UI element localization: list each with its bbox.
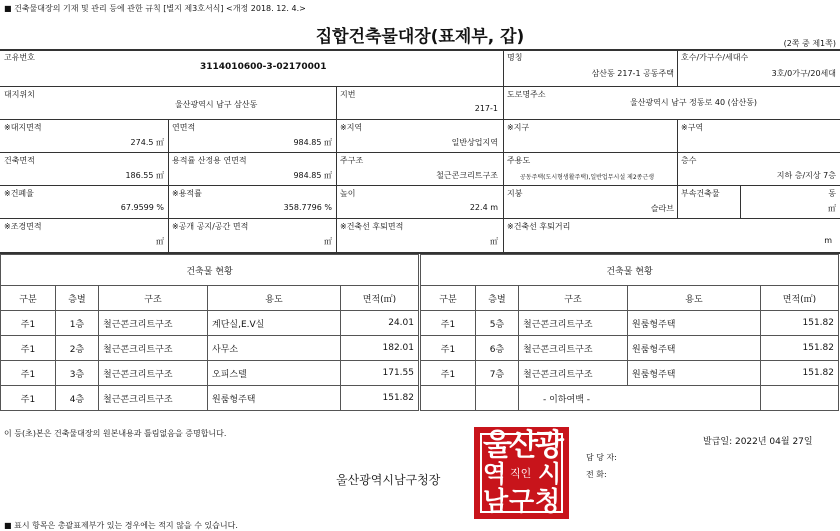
header-floor: 층별 — [476, 286, 519, 311]
lot-label: 지번 — [340, 90, 356, 99]
far-area-label: 용적률 산정용 연면적 — [172, 156, 247, 165]
status-title: 건축물 현황 — [421, 255, 839, 286]
table-row: 주1 7층 철근콘크리트구조 원룸형주택 151.82 — [421, 361, 839, 386]
bcr-label: ※건폐율 — [4, 189, 34, 198]
building-area-label: 건축면적 — [4, 156, 35, 165]
zone: 일반상업지역 — [451, 138, 498, 147]
status-title: 건축물 현황 — [1, 255, 419, 286]
header-type: 구분 — [1, 286, 56, 311]
seal-char: 역 — [483, 460, 507, 488]
seal-char: 울 — [483, 428, 512, 463]
name-label: 명칭 — [507, 53, 523, 62]
phone-label: 전 화: — [586, 470, 607, 479]
header-floor: 층별 — [56, 286, 99, 311]
header-use: 용도 — [208, 286, 341, 311]
officer-label: 담 당 자: — [586, 453, 617, 462]
landscape-label: ※조경면적 — [4, 222, 42, 231]
seal-char: 청 — [535, 487, 561, 517]
certify-statement: 이 등(초)본은 건축물대장의 원본내용과 틀림없음을 증명합니다. — [4, 429, 227, 438]
site-area: 274.5 ㎡ — [130, 138, 164, 147]
unique-no-label: 고유번호 — [4, 53, 35, 62]
roof: 슬라브 — [650, 204, 674, 213]
issuer: 울산광역시남구청장 — [336, 473, 441, 487]
open-space-area: ㎡ — [324, 237, 332, 246]
seal-char: 구 — [509, 487, 535, 517]
issue-date: 발급일: 2022년 04월 27일 — [703, 437, 813, 447]
seal-char: 광 — [535, 428, 564, 463]
height: 22.4 m — [469, 203, 498, 212]
page-indicator: (2쪽 중 제1쪽) — [783, 39, 836, 48]
floor-area-label: 연면적 — [172, 123, 196, 132]
site-location: 울산광역시 남구 삼산동 — [175, 100, 258, 109]
landscape-area: ㎡ — [156, 237, 164, 246]
setback-distance-label: ※건축선 후퇴거리 — [507, 222, 571, 231]
road-address-label: 도로명주소 — [507, 90, 546, 99]
far-area: 984.85 ㎡ — [293, 171, 332, 180]
road-address: 울산광역시 남구 정동로 40 (삼산동) — [630, 98, 758, 107]
table-row — [421, 386, 839, 411]
roof-label: 지붕 — [507, 189, 523, 198]
table-row: 주1 2층 철근콘크리트구조 사무소 182.01 — [1, 336, 419, 361]
district-label: ※지구 — [507, 123, 530, 132]
status-table-right — [420, 254, 839, 411]
official-seal — [474, 427, 569, 519]
main-use-label: 주용도 — [507, 156, 531, 165]
annex-label: 부속건축물 — [681, 189, 720, 198]
floor-area: 984.85 ㎡ — [293, 138, 332, 147]
section-label: ※구역 — [681, 123, 704, 132]
main-use: 공동주택(도시형생활주택),일반업무시설 제2종근생 — [520, 174, 655, 181]
header-area: 면적(㎡) — [341, 286, 419, 311]
main-structure: 철근콘크리트구조 — [436, 171, 498, 180]
document-title: 집합건축물대장(표제부, 갑) — [315, 27, 525, 47]
annex-count: 동 — [828, 189, 836, 198]
setback-area-label: ※건축선 후퇴면적 — [340, 222, 404, 231]
building-name: 삼산동 217-1 공동주택 — [591, 69, 674, 78]
zone-label: ※지역 — [340, 123, 363, 132]
structure-label: 주구조 — [340, 156, 364, 165]
height-label: 높이 — [340, 189, 356, 198]
setback-distance: m — [824, 236, 832, 245]
annex-area: ㎡ — [828, 204, 836, 213]
rule-note: ■ 건축물대장의 기재 및 관리 등에 관한 규칙 [별지 제3호서식] <개정 2018. 12. 4.> — [4, 4, 306, 13]
table-row: 주1 4층 철근콘크리트구조 원룸형주택 151.82 — [1, 386, 419, 411]
open-space-label: ※공개 공지/공간 면적 — [172, 222, 249, 231]
seal-char: 시 — [538, 460, 562, 488]
building-area: 186.55 ㎡ — [125, 171, 164, 180]
far: 358.7796 % — [283, 203, 332, 212]
setback-area: ㎡ — [490, 237, 498, 246]
floors: 지하 층/지상 7층 — [776, 171, 836, 180]
header-type: 구분 — [421, 286, 476, 311]
seal-char: 남 — [483, 487, 509, 517]
lot-number: 217-1 — [474, 104, 498, 113]
unique-no: 3114010600-3-02170001 — [200, 62, 327, 72]
table-row: 주1 1층 철근콘크리트구조 계단실,E.V실 24.01 — [1, 311, 419, 336]
site-location-label: 대지위치 — [4, 90, 35, 99]
seal-stamp-label: 직인 — [510, 467, 532, 480]
far-label: ※용적률 — [172, 189, 202, 198]
header-area: 면적(㎡) — [761, 286, 839, 311]
site-area-label: ※대지면적 — [4, 123, 42, 132]
households: 3호/0가구/20세대 — [771, 69, 836, 78]
seal-char: 산 — [509, 428, 538, 463]
header-use: 용도 — [628, 286, 761, 311]
table-row: 주1 3층 철근콘크리트구조 오피스텔 171.55 — [1, 361, 419, 386]
header-structure: 구조 — [519, 286, 628, 311]
bcr: 67.9599 % — [120, 203, 164, 212]
header-structure: 구조 — [99, 286, 208, 311]
bottom-note: ■ 표시 항목은 총괄표제부가 있는 경우에는 적지 않을 수 있습니다. — [4, 521, 238, 530]
households-label: 호수/가구수/세대수 — [681, 53, 749, 62]
table-row: 주1 5층 철근콘크리트구조 원룸형주택 151.82 — [421, 311, 839, 336]
floors-label: 층수 — [681, 156, 697, 165]
status-table-left — [0, 254, 419, 411]
blank-note: - 이하여백 - — [519, 386, 761, 411]
table-row: 주1 6층 철근콘크리트구조 원룸형주택 151.82 — [421, 336, 839, 361]
